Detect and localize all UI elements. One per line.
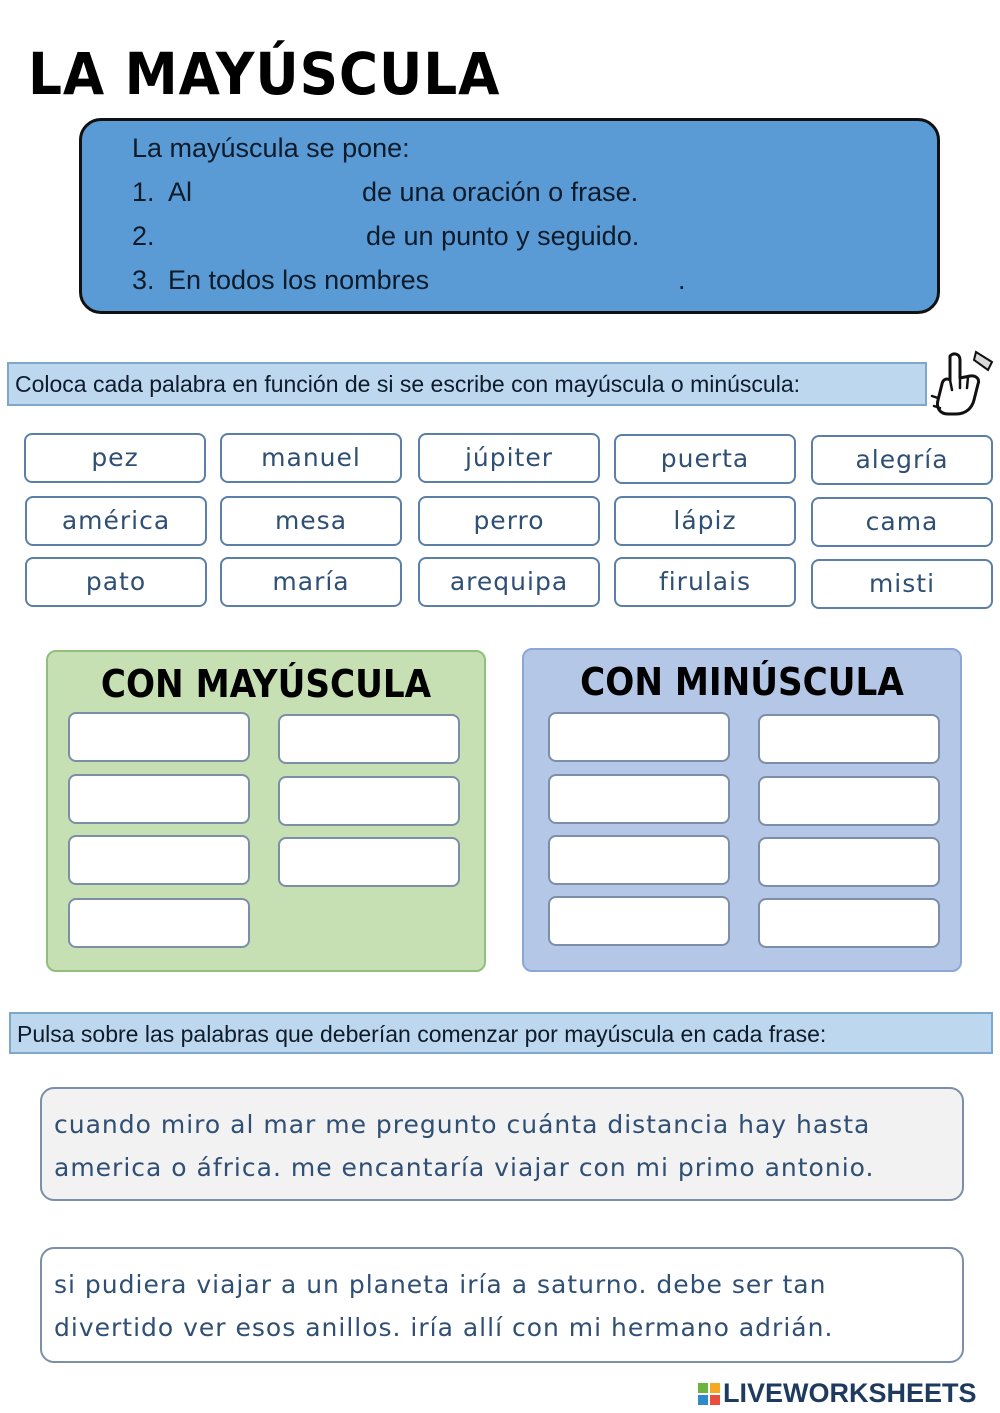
drop-slot-minuscula[interactable] — [758, 898, 940, 948]
instruction-text-1: Coloca cada palabra en función de si se escribe con mayúscula o minúscula: — [15, 371, 800, 397]
drop-slot-minuscula[interactable] — [758, 837, 940, 887]
drop-slot-mayuscula[interactable] — [68, 774, 250, 824]
word-chip[interactable]: arequipa — [418, 557, 600, 607]
drop-slot-minuscula[interactable] — [758, 714, 940, 764]
word-chip[interactable]: firulais — [614, 557, 796, 607]
word-chip[interactable]: manuel — [220, 433, 402, 483]
drop-slot-mayuscula[interactable] — [68, 835, 250, 885]
instruction-bar-1 — [7, 362, 927, 406]
drop-slot-mayuscula[interactable] — [278, 714, 460, 764]
word-chip[interactable]: pez — [24, 433, 206, 483]
rule-box — [79, 118, 940, 314]
word-chip[interactable]: misti — [811, 559, 993, 609]
rule-2-number: 2. — [132, 221, 155, 251]
word-chip[interactable]: puerta — [614, 434, 796, 484]
rule-3-end: . — [678, 265, 686, 295]
pointing-hand-icon — [930, 348, 996, 420]
sentence-1-line-2[interactable]: america o áfrica. me encantaría viajar con mi primo antonio. — [54, 1153, 875, 1182]
instruction-bar-2 — [9, 1012, 993, 1054]
drop-slot-minuscula[interactable] — [548, 774, 730, 824]
logo-text: LIVEWORKSHEETS — [723, 1378, 977, 1408]
rule-3-number: 3. — [132, 265, 155, 295]
panel-con-mayuscula — [46, 650, 486, 972]
instruction-text-2: Pulsa sobre las palabras que deberían comenzar por mayúscula en cada frase: — [17, 1021, 827, 1047]
drop-slot-mayuscula[interactable] — [278, 837, 460, 887]
sentence-text-2[interactable] — [54, 1263, 950, 1349]
sentence-2-line-2[interactable]: divertido ver esos anillos. iría allí con mi hermano adrián. — [54, 1313, 834, 1342]
word-chip[interactable]: perro — [418, 496, 600, 546]
drop-slot-minuscula[interactable] — [758, 776, 940, 826]
rule-1-start: Al — [168, 177, 193, 207]
word-chip[interactable]: alegría — [811, 435, 993, 485]
word-chip[interactable]: júpiter — [418, 433, 600, 483]
page-title: LA MAYÚSCULA — [28, 40, 501, 108]
word-chip[interactable]: pato — [25, 557, 207, 607]
sentence-2-line-1[interactable]: si pudiera viajar a un planeta iría a saturno. debe ser tan — [54, 1270, 827, 1299]
drop-slot-mayuscula[interactable] — [68, 898, 250, 948]
sentence-box-2[interactable] — [40, 1247, 964, 1363]
liveworksheets-logo — [698, 1378, 977, 1409]
rule-1-number: 1. — [132, 177, 155, 207]
drop-slot-minuscula[interactable] — [548, 712, 730, 762]
rule-1-end: de una oración o frase. — [362, 177, 639, 207]
rule-3-start: En todos los nombres — [168, 265, 430, 295]
word-chip[interactable]: américa — [25, 496, 207, 546]
word-chip[interactable]: mesa — [220, 496, 402, 546]
panel-title-minuscula: CON MINÚSCULA — [580, 660, 904, 704]
sentence-text-1[interactable] — [54, 1103, 950, 1189]
rule-2-end: de un punto y seguido. — [366, 221, 640, 251]
panel-con-minuscula — [522, 648, 962, 972]
liveworksheets-icon — [698, 1381, 720, 1403]
panel-title-mayuscula: CON MAYÚSCULA — [100, 662, 432, 706]
drop-slot-minuscula[interactable] — [548, 835, 730, 885]
rule-heading: La mayúscula se pone: — [132, 133, 410, 163]
drop-slot-mayuscula[interactable] — [278, 776, 460, 826]
word-chip[interactable]: maría — [220, 557, 402, 607]
drop-slot-mayuscula[interactable] — [68, 712, 250, 762]
sentence-box-1[interactable] — [40, 1087, 964, 1201]
drop-slot-minuscula[interactable] — [548, 896, 730, 946]
word-chip[interactable]: lápiz — [614, 496, 796, 546]
word-chip[interactable]: cama — [811, 497, 993, 547]
sentence-1-line-1[interactable]: cuando miro al mar me pregunto cuánta distancia hay hasta — [54, 1110, 871, 1139]
